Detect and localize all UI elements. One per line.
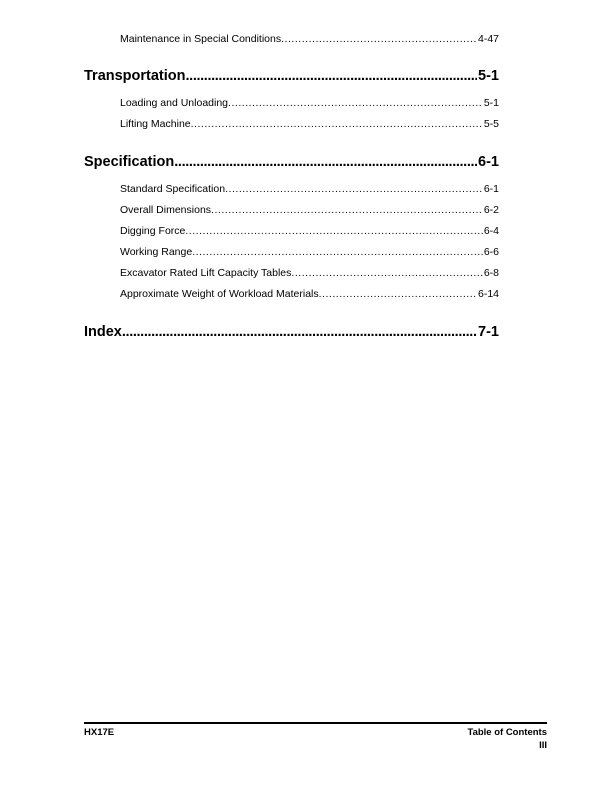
toc-entry[interactable] [120, 225, 499, 237]
chapter-page: 6-1 [478, 154, 499, 170]
dot-leader [186, 68, 478, 84]
dot-leader [122, 324, 477, 340]
chapter-title: Index [84, 324, 122, 340]
chapter-title: Specification [84, 154, 175, 170]
toc-entry[interactable] [120, 183, 499, 195]
toc-entry-page: 5-5 [483, 118, 499, 130]
toc-chapter-transportation[interactable] [84, 68, 499, 84]
toc-entry-label: Standard Specification [120, 183, 226, 195]
toc-entry-page: 6-4 [483, 225, 499, 237]
toc-entry-page: 4-47 [477, 33, 499, 45]
dot-leader [225, 183, 483, 195]
toc-entry[interactable] [120, 204, 499, 216]
dot-leader [291, 267, 482, 279]
toc-entry-page: 5-1 [483, 97, 499, 109]
toc-entry-label: Overall Dimensions [120, 204, 212, 216]
footer-model: HX17E [84, 727, 115, 738]
toc-entry[interactable] [120, 33, 499, 45]
footer-page-number: III [539, 740, 547, 751]
toc-entry[interactable] [120, 246, 499, 258]
toc-entry-label: Excavator Rated Lift Capacity Tables [120, 267, 292, 279]
dot-leader [191, 118, 483, 130]
toc-entry-label: Working Range [120, 246, 193, 258]
dot-leader [185, 225, 482, 237]
toc-entry-page: 6-8 [483, 267, 499, 279]
toc-entry-label: Digging Force [120, 225, 186, 237]
toc-entry-page: 6-1 [483, 183, 499, 195]
dot-leader [174, 154, 477, 170]
toc-entry-page: 6-6 [483, 246, 499, 258]
toc-entry[interactable] [120, 267, 499, 279]
dot-leader [319, 288, 477, 300]
toc-chapter-specification[interactable] [84, 154, 499, 170]
toc-entry-label: Loading and Unloading [120, 97, 229, 109]
toc-entry[interactable] [120, 97, 499, 109]
dot-leader [281, 33, 477, 45]
chapter-page: 5-1 [478, 68, 499, 84]
footer-divider [84, 722, 547, 724]
dot-leader [228, 97, 483, 109]
toc-entry[interactable] [120, 288, 499, 300]
chapter-page: 7-1 [478, 324, 499, 340]
toc-chapter-index[interactable] [84, 324, 499, 340]
toc-entry-label: Approximate Weight of Workload Materials [120, 288, 319, 300]
toc-entry-page: 6-2 [483, 204, 499, 216]
footer-section: Table of Contents [467, 727, 547, 738]
dot-leader [192, 246, 483, 258]
toc-entry[interactable] [120, 118, 499, 130]
toc-entry-page: 6-14 [477, 288, 499, 300]
toc-entry-label: Lifting Machine [120, 118, 191, 130]
chapter-title: Transportation [84, 68, 186, 84]
dot-leader [211, 204, 483, 216]
toc-entry-label: Maintenance in Special Conditions [120, 33, 282, 45]
